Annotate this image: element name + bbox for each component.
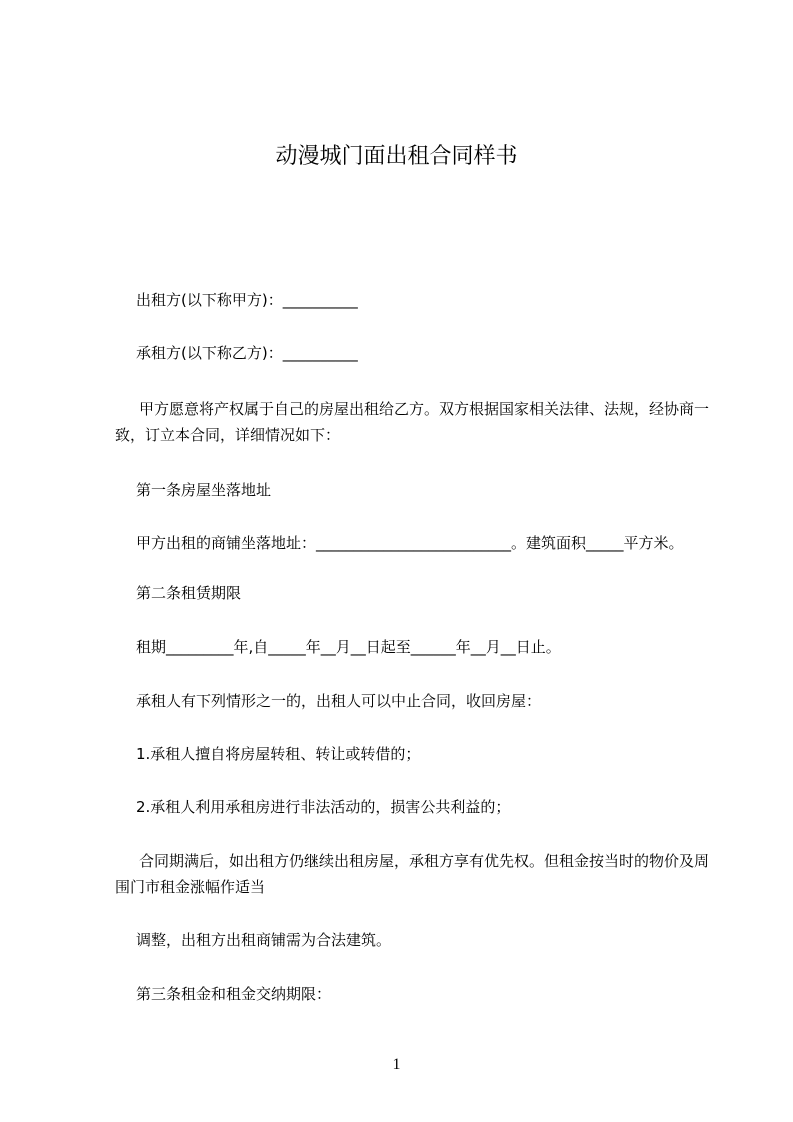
article2-term: 租期_________年,自_____年__月__日起至______年__月__日止。 [136, 638, 561, 656]
article3-heading: 第三条租金和租金交纳期限： [136, 985, 332, 1003]
termination-item-1: 1.承租人擅自将房屋转租、转让或转借的； [136, 745, 421, 763]
lessee-line: 承租方(以下称乙方)：__________ [136, 344, 358, 362]
renewal-continuation: 调整，出租方出租商铺需为合法建筑。 [136, 931, 392, 949]
article1-heading: 第一条房屋坐落地址 [136, 481, 272, 499]
document-title: 动漫城门面出租合同样书 [275, 144, 518, 169]
intro-paragraph [115, 396, 715, 448]
termination-item-2: 2.承租人利用承租房进行非法活动的，损害公共利益的； [136, 798, 511, 816]
renewal-paragraph-text: 合同期满后，如出租方仍继续出租房屋，承租方享有优先权。但租金按当时的物价及周围门市租金涨幅作适当 [115, 852, 710, 896]
article2-heading: 第二条租赁期限 [136, 584, 242, 602]
lessor-line: 出租方(以下称甲方)：__________ [136, 291, 358, 309]
page-number: 1 [392, 1056, 401, 1073]
intro-paragraph-text: 甲方愿意将产权属于自己的房屋出租给乙方。双方根据国家相关法律、法规，经协商一致，订立本合同，详细情况如下： [115, 400, 710, 444]
renewal-paragraph [115, 848, 715, 900]
termination-intro: 承租人有下列情形之一的，出租人可以中止合同，收回房屋： [136, 692, 542, 710]
article1-text: 甲方出租的商铺坐落地址：__________________________。建筑面积_____平方米。 [136, 534, 684, 552]
